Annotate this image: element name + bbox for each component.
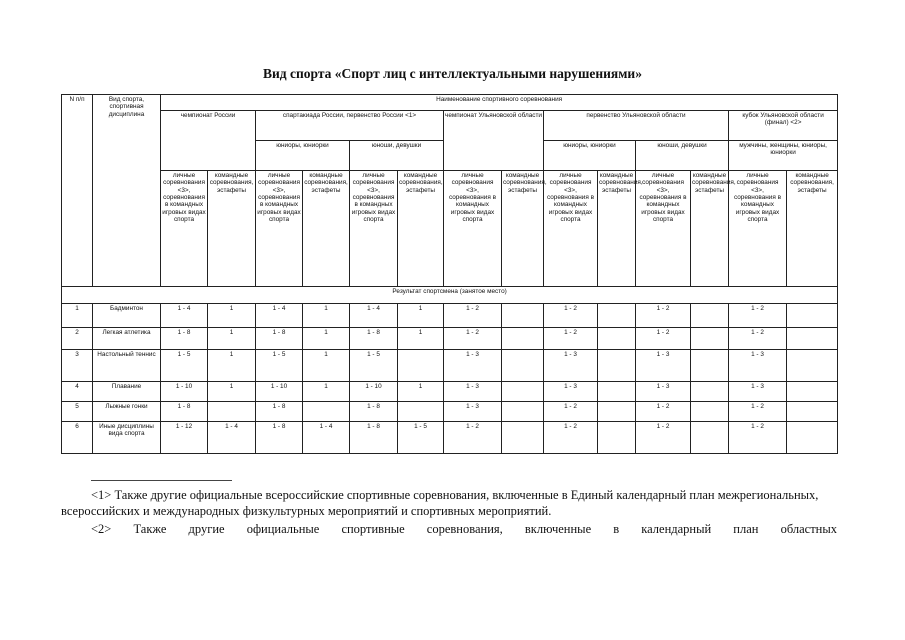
result-cell: 1 - 3 <box>729 382 787 402</box>
result-cell: 1 - 2 <box>544 328 598 350</box>
result-cell: 1 - 3 <box>444 402 502 422</box>
sub-header: личные соревнования <3>, соревнования в командных игровых видах спорта <box>544 171 598 287</box>
result-cell: 1 <box>398 382 444 402</box>
result-cell: 1 <box>208 304 256 328</box>
result-cell <box>502 402 544 422</box>
sub-header: личные соревнования <3>, соревнования в командных игровых видах спорта <box>444 171 502 287</box>
result-cell <box>787 304 838 328</box>
result-cell: 1 - 5 <box>161 350 208 382</box>
competition-header: первенство Ульяновской области <box>544 111 729 141</box>
result-cell: 1 <box>208 382 256 402</box>
result-cell: 1 - 2 <box>544 422 598 454</box>
competition-header: чемпионат России <box>161 111 256 171</box>
result-cell: 1 - 5 <box>350 350 398 382</box>
result-cell: 1 - 4 <box>161 304 208 328</box>
result-cell <box>502 328 544 350</box>
result-cell <box>598 422 636 454</box>
result-cell <box>787 422 838 454</box>
sport-name: Бадминтон <box>93 304 161 328</box>
row-number: 3 <box>62 350 93 382</box>
result-cell: 1 - 2 <box>729 328 787 350</box>
result-cell: 1 - 2 <box>544 402 598 422</box>
result-cell <box>598 350 636 382</box>
result-cell: 1 - 8 <box>256 328 303 350</box>
sport-name: Легкая атлетика <box>93 328 161 350</box>
row-number: 4 <box>62 382 93 402</box>
result-cell: 1 - 12 <box>161 422 208 454</box>
group-header: Наименование спортивного соревнования <box>161 95 838 111</box>
result-cell <box>598 402 636 422</box>
result-cell: 1 <box>303 304 350 328</box>
result-cell: 1 <box>303 328 350 350</box>
result-cell <box>502 382 544 402</box>
competition-header: чемпионат Ульяновской области <box>444 111 544 171</box>
table-row <box>62 304 838 328</box>
result-cell: 1 <box>208 350 256 382</box>
competition-header: кубок Ульяновской области (финал) <2> <box>729 111 838 141</box>
result-cell: 1 - 2 <box>636 422 691 454</box>
sub-header: личные соревнования <3>, соревнования в командных игровых видах спорта <box>350 171 398 287</box>
result-cell: 1 - 5 <box>398 422 444 454</box>
sub-header: личные соревнования <3>, соревнования в командных игровых видах спорта <box>256 171 303 287</box>
table-row <box>62 402 838 422</box>
result-cell: 1 <box>303 382 350 402</box>
result-cell: 1 <box>208 328 256 350</box>
sub-header: командные соревнования, эстафеты <box>303 171 350 287</box>
result-cell: 1 - 10 <box>256 382 303 402</box>
result-cell: 1 - 3 <box>444 350 502 382</box>
age-group-header: юниоры, юниорки <box>256 141 350 171</box>
result-cell: 1 - 2 <box>636 304 691 328</box>
table-row <box>62 350 838 382</box>
result-cell: 1 - 2 <box>636 328 691 350</box>
sub-header: личные соревнования <3>, соревнования в командных игровых видах спорта <box>161 171 208 287</box>
result-cell <box>691 328 729 350</box>
result-cell <box>787 382 838 402</box>
result-cell: 1 - 4 <box>303 422 350 454</box>
result-cell: 1 - 3 <box>544 382 598 402</box>
result-cell <box>208 402 256 422</box>
result-cell: 1 - 8 <box>161 328 208 350</box>
sub-header: командные соревнования, эстафеты <box>598 171 636 287</box>
sport-name: Лыжные гонки <box>93 402 161 422</box>
result-cell: 1 <box>398 304 444 328</box>
result-cell: 1 - 10 <box>350 382 398 402</box>
result-cell: 1 - 2 <box>729 422 787 454</box>
sport-name: Настольный теннис <box>93 350 161 382</box>
result-cell: 1 - 2 <box>444 304 502 328</box>
table-row <box>62 422 838 454</box>
table-row <box>62 328 838 350</box>
result-cell <box>787 328 838 350</box>
result-cell <box>398 402 444 422</box>
result-cell: 1 - 4 <box>350 304 398 328</box>
sport-name: Плавание <box>93 382 161 402</box>
result-cell <box>598 328 636 350</box>
result-cell <box>691 402 729 422</box>
result-cell: 1 - 8 <box>256 402 303 422</box>
result-cell: 1 - 10 <box>161 382 208 402</box>
sub-header: командные соревнования, эстафеты <box>208 171 256 287</box>
sub-header: личные соревнования <3>, соревнования в командных игровых видах спорта <box>636 171 691 287</box>
row-number: 2 <box>62 328 93 350</box>
result-cell: 1 - 3 <box>729 350 787 382</box>
result-cell: 1 - 3 <box>544 350 598 382</box>
result-cell <box>303 402 350 422</box>
result-cell <box>787 350 838 382</box>
result-cell <box>691 422 729 454</box>
result-cell: 1 - 8 <box>161 402 208 422</box>
result-cell: 1 - 2 <box>636 402 691 422</box>
result-cell: 1 - 3 <box>636 382 691 402</box>
result-cell <box>691 382 729 402</box>
result-cell: 1 - 2 <box>729 402 787 422</box>
result-cell: 1 - 4 <box>256 304 303 328</box>
col-num-header: N п/п <box>62 95 93 287</box>
competition-header: спартакиада России, первенство России <1> <box>256 111 444 141</box>
result-cell: 1 - 5 <box>256 350 303 382</box>
result-cell <box>502 422 544 454</box>
sub-header: командные соревнования, эстафеты <box>787 171 838 287</box>
result-cell: 1 - 3 <box>444 382 502 402</box>
result-cell: 1 - 2 <box>729 304 787 328</box>
sport-name: Иные дисциплины вида спорта <box>93 422 161 454</box>
result-cell: 1 <box>303 350 350 382</box>
result-cell <box>502 304 544 328</box>
result-cell: 1 - 8 <box>350 402 398 422</box>
footnote-divider <box>91 480 232 481</box>
age-group-header: юниоры, юниорки <box>544 141 636 171</box>
result-cell: 1 - 4 <box>208 422 256 454</box>
row-number: 1 <box>62 304 93 328</box>
result-cell <box>502 350 544 382</box>
age-group-header: юноши, девушки <box>636 141 729 171</box>
age-group-header: юноши, девушки <box>350 141 444 171</box>
result-cell: 1 - 8 <box>350 328 398 350</box>
table-row <box>62 382 838 402</box>
result-cell <box>598 304 636 328</box>
result-cell: 1 - 2 <box>444 328 502 350</box>
row-number: 5 <box>62 402 93 422</box>
result-cell <box>691 350 729 382</box>
row-number: 6 <box>62 422 93 454</box>
result-cell <box>398 350 444 382</box>
result-cell <box>598 382 636 402</box>
result-cell: 1 - 2 <box>444 422 502 454</box>
result-header: Результат спортсмена (занятое место) <box>62 287 838 304</box>
sub-header: личные соревнования <3>, соревнования в командных игровых видах спорта <box>729 171 787 287</box>
result-cell <box>787 402 838 422</box>
result-cell: 1 - 2 <box>544 304 598 328</box>
result-cell: 1 <box>398 328 444 350</box>
results-table <box>61 94 838 454</box>
result-cell: 1 - 8 <box>350 422 398 454</box>
result-cell: 1 - 3 <box>636 350 691 382</box>
footnote-2: <2> Также другие официальные спортивные соревнования, включенные в календарный план областных <box>91 522 837 536</box>
result-cell <box>691 304 729 328</box>
sub-header: командные соревнования, эстафеты <box>502 171 544 287</box>
age-group-header: мужчины, женщины, юниоры, юниорки <box>729 141 838 171</box>
page-title: Вид спорта «Спорт лиц с интеллектуальными нарушениями» <box>263 66 642 81</box>
sub-header: командные соревнования, эстафеты <box>691 171 729 287</box>
sub-header: командные соревнования, эстафеты <box>398 171 444 287</box>
footnote-1: <1> Также другие официальные всероссийские спортивные соревнования, включенные в Единый календарный план межрегиональных, всероссийских и международных физкультурных мероприятий и спортивных мероприятий. <box>61 488 819 518</box>
result-cell: 1 - 8 <box>256 422 303 454</box>
col-sport-header: Вид спорта, спортивная дисциплина <box>93 95 161 287</box>
